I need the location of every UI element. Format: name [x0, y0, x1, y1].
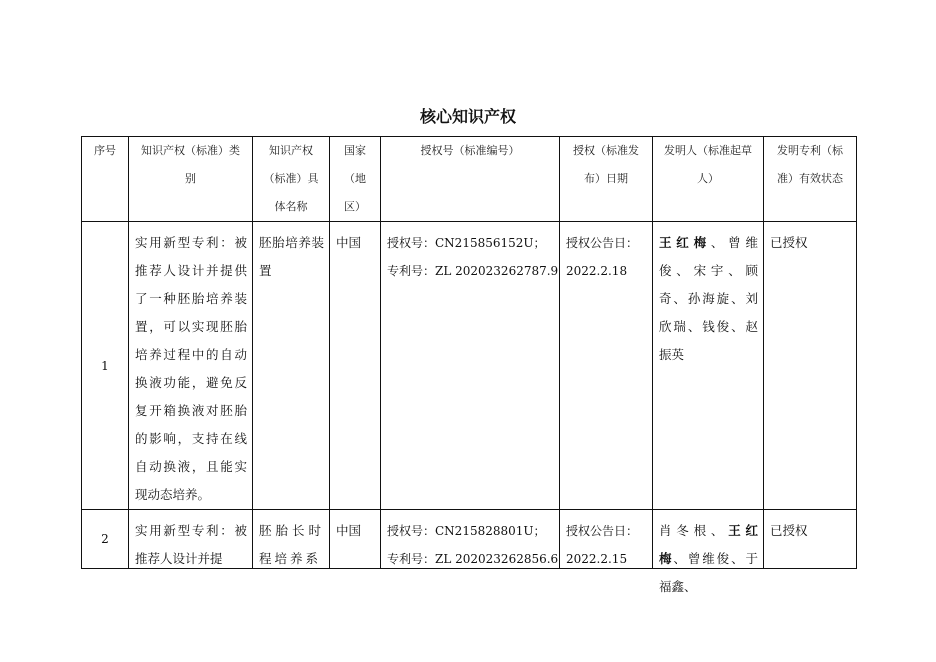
- header-grant-date-line1: 授权（标准发: [573, 144, 639, 157]
- header-grant-no: 授权号（标准编号）: [381, 137, 560, 222]
- grant-no-line1: 授权号：CN215828801U；: [387, 524, 546, 538]
- header-inventor-line1: 发明人（标准起草: [664, 144, 752, 157]
- grant-no-line2: 专利号：ZL 202023262856.6: [387, 552, 559, 566]
- row-country: 中国: [330, 510, 381, 569]
- inventor-highlight: 王红梅: [659, 235, 711, 250]
- inventor-rest: 、曾维俊、于福鑫、: [659, 551, 758, 594]
- row-status: 已授权: [764, 510, 857, 569]
- header-inventor: [653, 137, 764, 222]
- header-status: [764, 137, 857, 222]
- header-status-line1: 发明专利（标: [777, 144, 843, 157]
- header-country-line1: 国家: [344, 144, 366, 157]
- grant-date-line2: 2022.2.18: [566, 264, 628, 278]
- grant-date-line1: 授权公告日：: [566, 236, 639, 250]
- row-ip-name: 胚胎培养装置: [253, 222, 330, 510]
- header-ip-name-line1: 知识产权: [269, 144, 313, 157]
- header-row: [82, 137, 857, 222]
- header-status-line2: 准）有效状态: [777, 172, 843, 185]
- row-inventor: [653, 510, 764, 594]
- row-grant-date: [560, 222, 653, 510]
- inventor-highlight: 王红梅: [659, 523, 758, 566]
- row-grant-date: [560, 510, 653, 569]
- grant-no-line1: 授权号：CN215856152U；: [387, 236, 546, 250]
- row-seq: 1: [82, 222, 129, 510]
- row-grant-no: [381, 510, 560, 569]
- header-ip-name-line2: （标准）具: [263, 172, 319, 185]
- row-country: 中国: [330, 222, 381, 510]
- header-country-line3: 区）: [344, 200, 366, 213]
- grant-date-line1: 授权公告日：: [566, 524, 639, 538]
- inventor-pre: 肖冬根、: [659, 523, 729, 538]
- header-ip-type-line1: 知识产权（标准）类: [141, 144, 240, 157]
- page-title: 核心知识产权: [419, 107, 516, 126]
- row-ip-type: 实用新型专利：被推荐人设计并提供了一种胚胎培养装置，可以实现胚胎培养过程中的自动换液功能，避免反复开箱换液对胚胎的影响，支持在线自动换液，且能实现动态培养。: [129, 222, 253, 510]
- header-ip-name: [253, 137, 330, 222]
- row-ip-type: 实用新型专利：被推荐人设计并提: [129, 510, 253, 569]
- header-country: [330, 137, 381, 222]
- grant-no-line2: 专利号：ZL 202023262787.9: [387, 264, 559, 278]
- row-seq: 2: [82, 510, 129, 569]
- header-country-line2: （地: [344, 172, 366, 185]
- table-row: [82, 510, 857, 569]
- grant-date-line2: 2022.2.15: [566, 552, 628, 566]
- row-status: 已授权: [764, 222, 857, 510]
- header-grant-date: [560, 137, 653, 222]
- header-grant-date-line2: 布）日期: [584, 172, 628, 185]
- row-ip-name: 胚胎长时程培养系: [253, 510, 330, 569]
- inventor-rest: 、曾维俊、宋宇、顾奇、孙海旋、刘欣瑞、钱俊、赵振英: [659, 235, 758, 362]
- table-row: [82, 222, 857, 510]
- row-grant-no: [381, 222, 560, 510]
- header-seq: 序号: [82, 137, 129, 222]
- ip-table: [81, 136, 857, 594]
- header-ip-type-line2: 别: [185, 172, 196, 185]
- header-ip-type: [129, 137, 253, 222]
- row-inventor: [653, 222, 764, 510]
- header-inventor-line2: 人）: [697, 172, 719, 185]
- header-ip-name-line3: 体名称: [274, 200, 308, 213]
